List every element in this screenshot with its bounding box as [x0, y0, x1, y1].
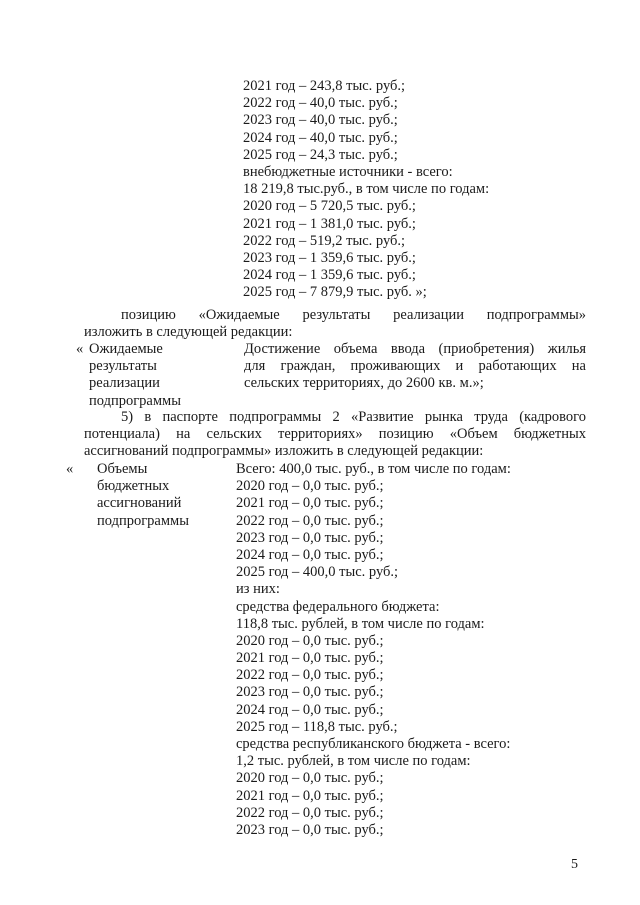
results-label-line: подпрограммы [89, 392, 181, 409]
funding-line: 2021 год – 243,8 тыс. руб.; [243, 78, 406, 94]
funding-line: 2023 год – 1 359,6 тыс. руб.; [243, 249, 416, 266]
funding-line: 2022 год – 519,2 тыс. руб.; [243, 232, 406, 249]
budget-value-line: 2024 год – 0,0 тыс. руб.; [236, 546, 384, 563]
budget-value-line: 2021 год – 0,0 тыс. руб.; [236, 495, 384, 512]
budget-label [97, 461, 237, 530]
section-5-line: ассигнований подпрограммы» изложить в следующей редакции: [84, 443, 484, 460]
budget-value-line: 2020 год – 0,0 тыс. руб.; [236, 770, 384, 787]
section-5-paragraph [84, 409, 586, 461]
funding-line: внебюджетные источники - всего: [243, 163, 453, 180]
budget-value-line: 2023 год – 0,0 тыс. руб.; [236, 684, 384, 701]
budget-value-line: Всего: 400,0 тыс. руб., в том числе по годам: [236, 461, 511, 477]
budget-value-line: средства федерального бюджета: [236, 598, 440, 615]
budget-label-line: Объемы [97, 461, 148, 477]
funding-line: 2022 год – 40,0 тыс. руб.; [243, 95, 398, 112]
funding-line: 2025 год – 7 879,9 тыс. руб. »; [243, 284, 427, 301]
budget-value-line: средства республиканского бюджета - всего: [236, 736, 511, 752]
section-5-line: 5) в паспорте подпрограммы 2 «Развитие рынка труда (кадрового [121, 409, 586, 425]
budget-value-line: 2025 год – 400,0 тыс. руб.; [236, 564, 399, 581]
budget-open-quote: « [66, 461, 74, 477]
funding-line: 18 219,8 тыс.руб., в том числе по годам: [243, 181, 490, 198]
budget-value-line: 2024 год – 0,0 тыс. руб.; [236, 701, 384, 718]
page-number: 5 [571, 857, 578, 872]
results-label-line: результаты [89, 358, 157, 375]
results-value-line: сельских территориях, до 2600 кв. м.»; [244, 375, 484, 392]
funding-line: 2024 год – 40,0 тыс. руб.; [243, 129, 398, 146]
position-paragraph-line2: изложить в следующей редакции: [84, 324, 293, 340]
funding-line: 2020 год – 5 720,5 тыс. руб.; [243, 198, 416, 215]
funding-line: 2021 год – 1 381,0 тыс. руб.; [243, 215, 416, 232]
budget-value-line: 2020 год – 0,0 тыс. руб.; [236, 632, 384, 649]
budget-label-line: подпрограммы [97, 512, 189, 529]
budget-value-line: 2023 год – 0,0 тыс. руб.; [236, 529, 384, 546]
budget-value-line: из них: [236, 581, 280, 598]
budget-value-line: 2020 год – 0,0 тыс. руб.; [236, 478, 384, 495]
budget-value-line: 2021 год – 0,0 тыс. руб.; [236, 650, 384, 667]
budget-value-line: 1,2 тыс. рублей, в том числе по годам: [236, 753, 471, 770]
budget-value [236, 461, 566, 839]
results-value-line: Достижение объема ввода (приобретения) жилья [244, 341, 586, 357]
section-5-line: потенциала) на сельских территориях» позицию «Объем бюджетных [84, 426, 586, 443]
budget-value-line: 2021 год – 0,0 тыс. руб.; [236, 787, 384, 804]
position-paragraph-line1: позицию «Ожидаемые результаты реализации подпрограммы» [121, 307, 586, 323]
budget-value-line: 118,8 тыс. рублей, в том числе по годам: [236, 615, 485, 632]
results-open-quote: « [76, 341, 84, 357]
funding-line: 2023 год – 40,0 тыс. руб.; [243, 112, 398, 129]
results-value-line: для граждан, проживающих и работающих на [244, 358, 586, 375]
results-label [89, 341, 239, 410]
budget-label-line: ассигнований [97, 495, 182, 512]
budget-value-line: 2025 год – 118,8 тыс. руб.; [236, 718, 398, 735]
results-label-line: Ожидаемые [89, 341, 163, 357]
funding-line: 2024 год – 1 359,6 тыс. руб.; [243, 267, 416, 284]
results-label-line: реализации [89, 375, 160, 392]
budget-label-line: бюджетных [97, 478, 170, 495]
funding-line: 2025 год – 24,3 тыс. руб.; [243, 146, 398, 163]
budget-value-line: 2022 год – 0,0 тыс. руб.; [236, 804, 384, 821]
results-value [244, 341, 586, 393]
budget-value-line: 2022 год – 0,0 тыс. руб.; [236, 512, 384, 529]
budget-value-line: 2023 год – 0,0 тыс. руб.; [236, 821, 384, 838]
budget-value-line: 2022 год – 0,0 тыс. руб.; [236, 667, 384, 684]
funding-years-list [243, 78, 543, 301]
